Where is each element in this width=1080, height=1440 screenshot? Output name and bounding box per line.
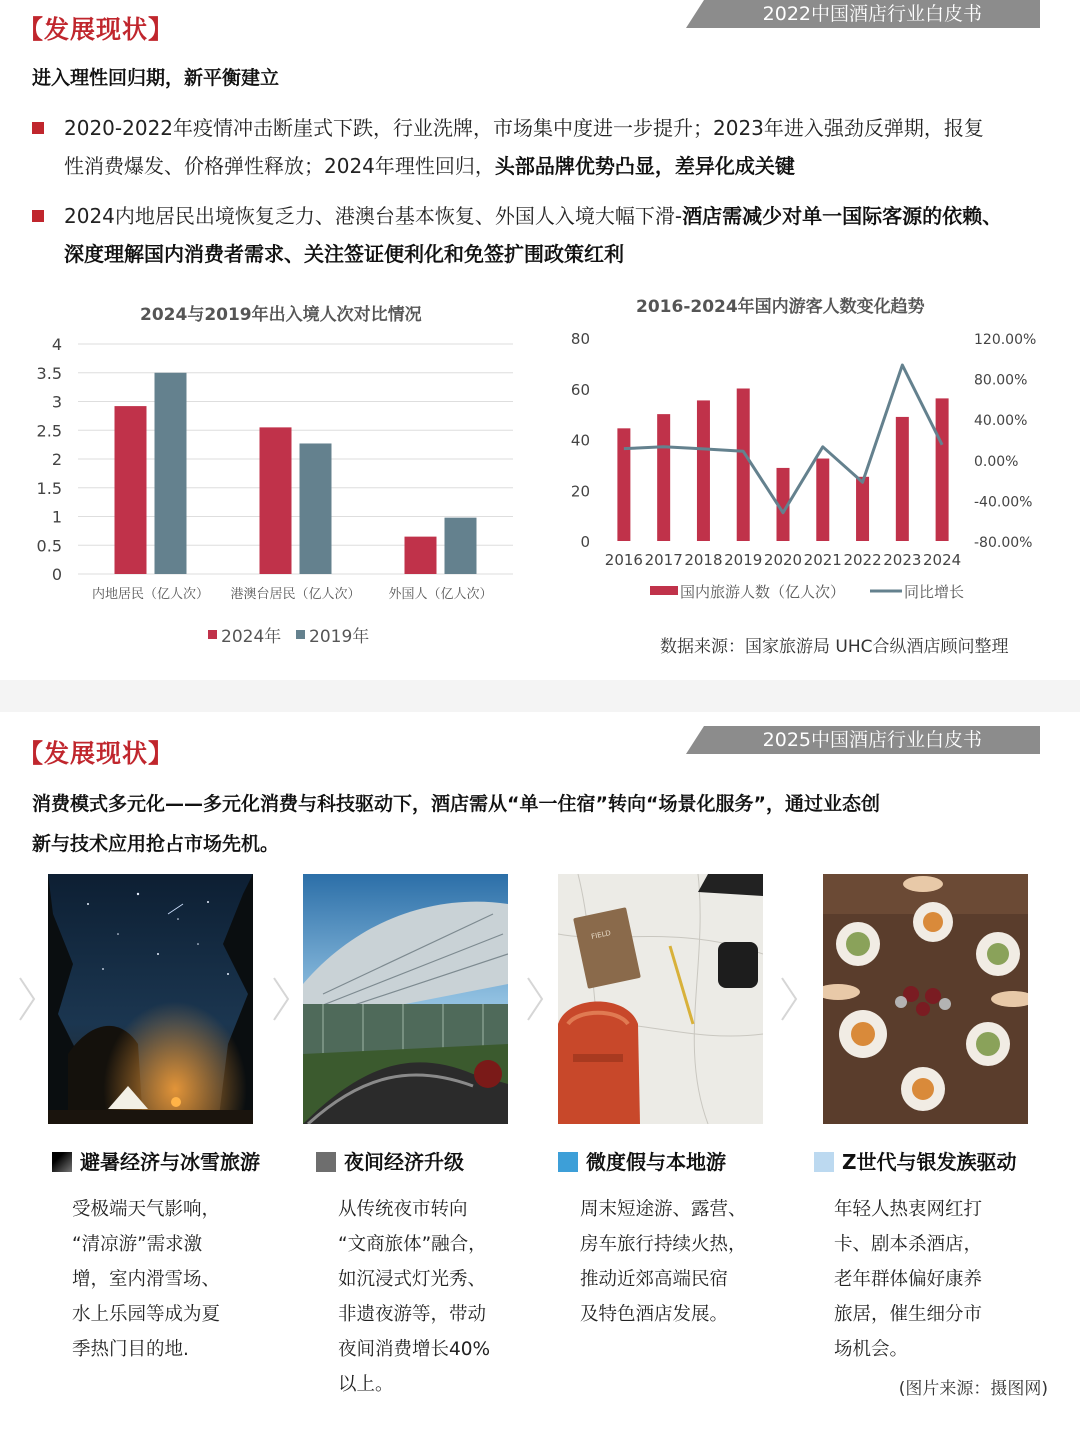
card-title-micro-vacation: 微度假与本地游	[558, 1146, 726, 1175]
legend-swatch	[650, 586, 678, 595]
y-right-tick-label: 80.00%	[974, 372, 1028, 389]
y-tick-label: 1	[51, 507, 62, 527]
bar-domestic-tourists	[617, 428, 630, 541]
photo-travel-map-backpack	[558, 874, 763, 1124]
color-swatch	[814, 1152, 834, 1172]
chart-domestic-tourists	[558, 284, 1058, 614]
y-left-tick-label: 0	[580, 533, 590, 551]
bullet-text-segment: 2020-2022年疫情冲击断崖式下跌，行业洗牌，市场集中度进一步提升；2023年进入强劲反弹期，报复	[64, 116, 984, 140]
report-banner	[686, 726, 1040, 754]
x-tick-label: 2024	[923, 551, 962, 569]
y-left-tick-label: 40	[570, 431, 590, 450]
bar-domestic-tourists	[856, 477, 869, 541]
bullet-text	[32, 109, 1052, 185]
x-tick-label: 外国人（亿人次）	[388, 587, 493, 602]
data-source: 数据来源：国家旅游局 UHC合纵酒店顾问整理	[660, 637, 1009, 657]
emphasis-text: 深度理解国内消费者需求、关注签证便利化和免签扩围政策红利	[64, 242, 624, 266]
y-right-tick-label: -80.00%	[974, 535, 1033, 551]
x-tick-label: 2022	[843, 551, 882, 569]
card-title-night-economy: 夜间经济升级	[316, 1146, 464, 1175]
slide-subtitle-line-2: 新与技术应用抢占市场先机。	[32, 833, 280, 855]
slide-subtitle-line-1: 消费模式多元化——多元化消费与科技驱动下，酒店需从“单一住宿”转向“场景化服务”，通过业态创	[32, 793, 880, 815]
y-left-tick-label: 80	[570, 330, 590, 348]
bar-2024	[405, 537, 437, 574]
bar-domestic-tourists	[936, 398, 949, 541]
chevron-right-icon[interactable]	[270, 974, 292, 1024]
y-right-tick-label: 40.00%	[974, 413, 1028, 430]
bar-domestic-tourists	[697, 400, 710, 541]
card-title-summer-winter-tourism: 避暑经济与冰雪旅游	[52, 1146, 260, 1175]
y-tick-label: 3	[51, 392, 62, 412]
y-tick-label: 0	[51, 565, 62, 584]
card-body-micro-vacation: 周末短途游、露营、 房车旅行持续火热， 推动近郊高端民宿 及特色酒店发展。	[580, 1199, 747, 1325]
image-credit: (图片来源：摄图网)	[898, 1379, 1048, 1399]
slide-subtitle: 进入理性回归期，新平衡建立	[32, 67, 280, 89]
card-title-gen-z-silver: Z世代与银发族驱动	[814, 1146, 1017, 1175]
y-right-tick-label: 120.00%	[974, 332, 1037, 348]
bar-domestic-tourists	[896, 417, 909, 541]
chevron-right-icon[interactable]	[524, 974, 546, 1024]
y-tick-label: 0.5	[36, 536, 62, 556]
x-tick-label: 2021	[803, 551, 842, 569]
chart-title: 2016-2024年国内游客人数变化趋势	[636, 297, 925, 317]
photo-group-dining	[823, 874, 1028, 1124]
legend-label: 2019年	[309, 627, 370, 647]
card-body-gen-z-silver: 年轻人热衷网红打 卡、剧本杀酒店， 老年群体偏好康养 旅居，催生细分市 场机会。	[834, 1199, 983, 1360]
y-tick-label: 2	[51, 450, 62, 469]
color-swatch	[558, 1152, 578, 1172]
color-swatch	[316, 1152, 336, 1172]
bar-domestic-tourists	[816, 459, 829, 541]
report-banner	[686, 0, 1040, 28]
x-tick-label: 内地居民（亿人次）	[91, 587, 210, 602]
bar-2019	[445, 518, 477, 574]
y-tick-label: 2.5	[36, 421, 62, 441]
chart-title: 2024与2019年出入境人次对比情况	[140, 305, 422, 325]
page-separator	[0, 680, 1080, 712]
card-body-summer-winter-tourism: 受极端天气影响， “清凉游”需求激 增，室内滑雪场、 水上乐园等成为夏 季热门目的地.	[72, 1199, 221, 1360]
chevron-right-icon[interactable]	[778, 974, 800, 1024]
bar-2024	[260, 427, 292, 574]
bullet-text-segment: 性消费爆发、价格弹性释放；2024年理性回归，	[64, 154, 495, 178]
chart-border-crossings-svg	[20, 292, 540, 662]
bullet-point-1	[32, 109, 1052, 185]
x-tick-label: 2023	[883, 551, 922, 569]
y-tick-label: 3.5	[36, 363, 62, 383]
bar-domestic-tourists	[657, 414, 670, 541]
y-tick-label: 4	[51, 335, 62, 354]
bar-2024	[115, 406, 147, 574]
y-tick-label: 1.5	[36, 478, 62, 498]
bar-2019	[300, 443, 332, 574]
section-title: 【发展现状】	[18, 739, 175, 768]
bar-domestic-tourists	[737, 388, 750, 541]
y-left-tick-label: 20	[570, 482, 590, 501]
section-title: 【发展现状】	[18, 15, 175, 44]
photo-night-camping	[48, 874, 253, 1124]
slide-development-status-2022	[0, 0, 1080, 680]
legend-label: 2024年	[221, 627, 282, 647]
bar-2019	[155, 373, 187, 574]
x-tick-label: 2019	[724, 551, 763, 569]
x-tick-label: 2020	[763, 551, 803, 569]
legend-label: 国内旅游人数（亿人次）	[680, 583, 846, 601]
banner-text: 2022中国酒店行业白皮书	[762, 3, 982, 25]
photo-modern-building	[303, 874, 508, 1124]
svg-text:FIELD: FIELD	[590, 928, 612, 941]
slide-development-status-2025	[0, 712, 1080, 1440]
bullet-marker	[32, 122, 44, 134]
bullet-point-2	[32, 197, 1052, 273]
chart-border-crossings	[20, 292, 540, 662]
legend-swatch	[208, 630, 217, 639]
chevron-right-icon[interactable]	[16, 974, 38, 1024]
emphasis-text: 酒店需减少对单一国际客源的依赖、	[682, 204, 1003, 228]
card-body-night-economy: 从传统夜市转向 “文商旅体”融合， 如沉浸式灯光秀、 非遗夜游等，带动 夜间消费增长40% 以上。	[338, 1199, 491, 1395]
y-right-tick-label: -40.00%	[974, 494, 1033, 511]
y-right-tick-label: 0.00%	[974, 453, 1019, 470]
bullet-text	[32, 197, 1052, 273]
chart-domestic-tourists-svg	[558, 284, 1058, 614]
banner-text: 2025中国酒店行业白皮书	[762, 729, 982, 751]
x-tick-label: 港澳台居民（亿人次）	[230, 587, 361, 602]
legend-swatch	[296, 630, 305, 639]
x-tick-label: 2016	[604, 551, 643, 569]
bullet-marker	[32, 210, 44, 222]
emphasis-text: 头部品牌优势凸显，差异化成关键	[494, 154, 795, 178]
x-tick-label: 2018	[684, 551, 723, 569]
legend-label: 同比增长	[904, 583, 965, 601]
color-swatch	[52, 1152, 72, 1172]
y-left-tick-label: 60	[570, 380, 590, 399]
x-tick-label: 2017	[644, 551, 683, 569]
bullet-text-segment: 2024内地居民出境恢复乏力、港澳台基本恢复、外国人入境大幅下滑-	[64, 204, 683, 228]
